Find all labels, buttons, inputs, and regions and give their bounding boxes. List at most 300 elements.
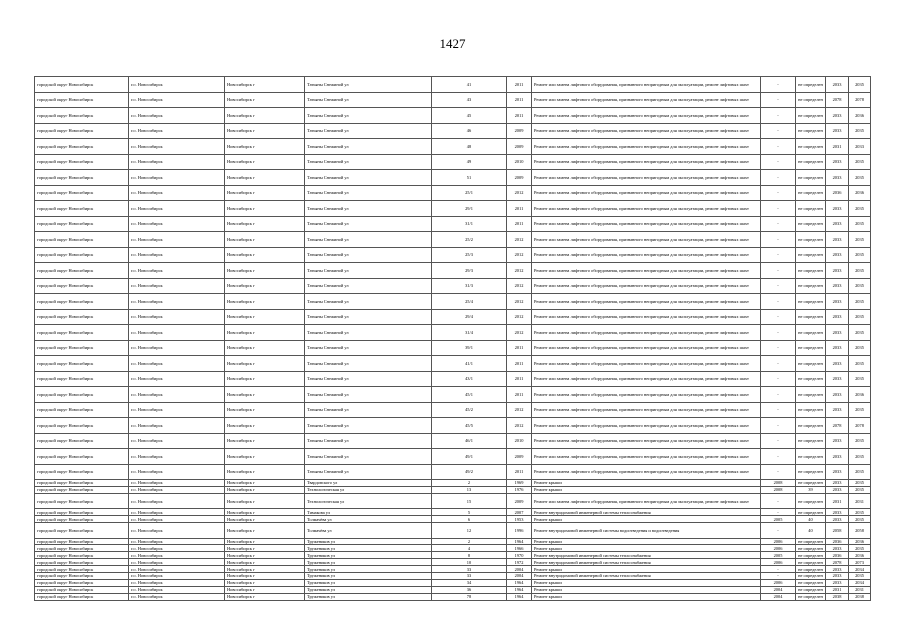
- cell-plan-year-to: 2035: [849, 294, 871, 310]
- cell-city: Новосибирск г: [225, 154, 305, 170]
- table-row: [35, 278, 871, 294]
- cell-settlement: г.о. Новосибирск: [129, 108, 225, 124]
- cell-work-type: Ремонт крыши: [532, 579, 761, 586]
- cell-plan-year-from: 2033: [826, 201, 849, 217]
- cell-plan-year-to: 2035: [849, 77, 871, 93]
- cell-settlement: г.о. Новосибирск: [129, 509, 225, 516]
- cell-street: Татьяны Снежиной ул: [305, 247, 432, 263]
- cell-last-repair-year: -: [761, 523, 796, 539]
- cell-house: 31/3: [432, 278, 507, 294]
- cell-house: 45: [432, 108, 507, 124]
- cell-plan-year-to: 2035: [849, 573, 871, 580]
- cell-house: 6: [432, 516, 507, 523]
- cell-plan-year-from: 2033: [826, 509, 849, 516]
- cell-year: 2012: [507, 247, 532, 263]
- cell-year: 2009: [507, 493, 532, 509]
- cell-plan-year-from: 2033: [826, 480, 849, 487]
- cell-city: Новосибирск г: [225, 566, 305, 573]
- cell-plan-year-from: 2033: [826, 154, 849, 170]
- cell-work-type: Ремонт внутридомовой инженерной системы теплоснабжения: [532, 559, 761, 566]
- table-row: [35, 418, 871, 434]
- cell-work-type: Ремонт или замена лифтового оборудования, признанного непригодным для эксплуатации, ремонт лифтовых шахт: [532, 278, 761, 294]
- cell-plan-year-from: 2033: [826, 402, 849, 418]
- cell-last-repair-year: 2008: [761, 486, 796, 493]
- cell-street: Тружеников ул: [305, 586, 432, 593]
- cell-settlement: г.о. Новосибирск: [129, 552, 225, 559]
- cell-wear-status: не определен: [796, 371, 826, 387]
- cell-last-repair-year: 2004: [761, 586, 796, 593]
- cell-plan-year-from: 2033: [826, 387, 849, 403]
- cell-year: 2010: [507, 433, 532, 449]
- cell-wear-status: не определен: [796, 493, 826, 509]
- cell-city: Новосибирск г: [225, 92, 305, 108]
- cell-house: 29/1: [432, 201, 507, 217]
- cell-city: Новосибирск г: [225, 433, 305, 449]
- cell-plan-year-from: 2033: [826, 247, 849, 263]
- cell-work-type: Ремонт или замена лифтового оборудования, признанного непригодным для эксплуатации, ремонт лифтовых шахт: [532, 294, 761, 310]
- cell-work-type: Ремонт или замена лифтового оборудования, признанного непригодным для эксплуатации, ремонт лифтовых шахт: [532, 139, 761, 155]
- table-row: [35, 579, 871, 586]
- cell-year: 2012: [507, 402, 532, 418]
- cell-street: Технологическая ул: [305, 493, 432, 509]
- cell-house: 29/3: [432, 263, 507, 279]
- cell-city: Новосибирск г: [225, 309, 305, 325]
- cell-house: 25/3: [432, 247, 507, 263]
- cell-street: Татьяны Снежиной ул: [305, 201, 432, 217]
- cell-last-repair-year: -: [761, 371, 796, 387]
- table-row: [35, 480, 871, 487]
- cell-house: 41/1: [432, 356, 507, 372]
- cell-street: Татьяны Снежиной ул: [305, 464, 432, 480]
- cell-city: Новосибирск г: [225, 356, 305, 372]
- cell-wear-status: не определен: [796, 247, 826, 263]
- cell-plan-year-from: 2033: [826, 356, 849, 372]
- cell-work-type: Ремонт или замена лифтового оборудования, признанного непригодным для эксплуатации, ремонт лифтовых шахт: [532, 92, 761, 108]
- cell-plan-year-from: 2078: [826, 559, 849, 566]
- cell-street: Татьяны Снежиной ул: [305, 402, 432, 418]
- cell-street: Татьяны Снежиной ул: [305, 154, 432, 170]
- cell-year: 2011: [507, 108, 532, 124]
- cell-plan-year-to: 2035: [849, 170, 871, 186]
- cell-street: Тружеников ул: [305, 545, 432, 552]
- table-row: [35, 170, 871, 186]
- cell-house: 25/2: [432, 232, 507, 248]
- cell-okrug: городской округ Новосибирск: [35, 201, 129, 217]
- cell-plan-year-to: 2036: [849, 538, 871, 545]
- cell-street: Татьяны Снежиной ул: [305, 325, 432, 341]
- table-row: [35, 493, 871, 509]
- cell-plan-year-to: 2035: [849, 232, 871, 248]
- cell-year: 1953: [507, 516, 532, 523]
- cell-last-repair-year: -: [761, 309, 796, 325]
- cell-city: Новосибирск г: [225, 77, 305, 93]
- cell-plan-year-to: 2038: [849, 593, 871, 600]
- cell-okrug: городской округ Новосибирск: [35, 538, 129, 545]
- cell-house: 78: [432, 593, 507, 600]
- cell-street: Татьяны Снежиной ул: [305, 340, 432, 356]
- cell-city: Новосибирск г: [225, 538, 305, 545]
- cell-work-type: Ремонт или замена лифтового оборудования, признанного непригодным для эксплуатации, ремонт лифтовых шахт: [532, 402, 761, 418]
- cell-okrug: городской округ Новосибирск: [35, 516, 129, 523]
- cell-plan-year-to: 2035: [849, 201, 871, 217]
- cell-last-repair-year: -: [761, 77, 796, 93]
- table-row: [35, 523, 871, 539]
- cell-year: 2004: [507, 573, 532, 580]
- cell-work-type: Ремонт или замена лифтового оборудования, признанного непригодным для эксплуатации, ремонт лифтовых шахт: [532, 232, 761, 248]
- cell-settlement: г.о. Новосибирск: [129, 232, 225, 248]
- cell-last-repair-year: -: [761, 573, 796, 580]
- cell-house: 33: [432, 566, 507, 573]
- cell-plan-year-to: 2035: [849, 309, 871, 325]
- cell-street: Татьяны Снежиной ул: [305, 309, 432, 325]
- cell-okrug: городской округ Новосибирск: [35, 509, 129, 516]
- cell-year: 2004: [507, 566, 532, 573]
- cell-settlement: г.о. Новосибирск: [129, 516, 225, 523]
- cell-city: Новосибирск г: [225, 185, 305, 201]
- cell-okrug: городской округ Новосибирск: [35, 139, 129, 155]
- cell-okrug: городской округ Новосибирск: [35, 593, 129, 600]
- cell-last-repair-year: 2006: [761, 559, 796, 566]
- cell-plan-year-from: 2033: [826, 486, 849, 493]
- cell-year: 1969: [507, 480, 532, 487]
- cell-city: Новосибирск г: [225, 486, 305, 493]
- cell-wear-status: не определен: [796, 340, 826, 356]
- cell-plan-year-from: 2033: [826, 464, 849, 480]
- cell-plan-year-from: 2033: [826, 340, 849, 356]
- cell-wear-status: не определен: [796, 464, 826, 480]
- cell-plan-year-from: 2078: [826, 92, 849, 108]
- cell-okrug: городской округ Новосибирск: [35, 123, 129, 139]
- cell-house: 31/1: [432, 216, 507, 232]
- cell-year: 1964: [507, 593, 532, 600]
- cell-plan-year-to: 2035: [849, 480, 871, 487]
- cell-plan-year-to: 2036: [849, 108, 871, 124]
- cell-plan-year-from: 2033: [826, 433, 849, 449]
- cell-plan-year-to: 2031: [849, 493, 871, 509]
- cell-house: 43: [432, 92, 507, 108]
- cell-settlement: г.о. Новосибирск: [129, 356, 225, 372]
- cell-okrug: городской округ Новосибирск: [35, 170, 129, 186]
- cell-plan-year-to: 2035: [849, 123, 871, 139]
- cell-wear-status: не определен: [796, 294, 826, 310]
- cell-street: Толмачёва ул: [305, 523, 432, 539]
- cell-work-type: Ремонт или замена лифтового оборудования, признанного непригодным для эксплуатации, ремонт лифтовых шахт: [532, 449, 761, 465]
- cell-house: 49: [432, 154, 507, 170]
- cell-work-type: Ремонт или замена лифтового оборудования, признанного непригодным для эксплуатации, ремонт лифтовых шахт: [532, 387, 761, 403]
- cell-plan-year-from: 2033: [826, 371, 849, 387]
- cell-settlement: г.о. Новосибирск: [129, 449, 225, 465]
- cell-house: 2: [432, 480, 507, 487]
- cell-plan-year-to: 2034: [849, 579, 871, 586]
- cell-okrug: городской округ Новосибирск: [35, 325, 129, 341]
- page-number: 1427: [439, 36, 466, 51]
- cell-okrug: городской округ Новосибирск: [35, 356, 129, 372]
- cell-plan-year-to: 2078: [849, 92, 871, 108]
- cell-settlement: г.о. Новосибирск: [129, 263, 225, 279]
- cell-plan-year-to: 2035: [849, 433, 871, 449]
- cell-year: 1970: [507, 552, 532, 559]
- cell-work-type: Ремонт внутридомовой инженерной системы теплоснабжения: [532, 573, 761, 580]
- cell-house: 34: [432, 579, 507, 586]
- cell-wear-status: не определен: [796, 579, 826, 586]
- cell-work-type: Ремонт или замена лифтового оборудования, признанного непригодным для эксплуатации, ремонт лифтовых шахт: [532, 464, 761, 480]
- table-row: [35, 449, 871, 465]
- cell-street: Тружеников ул: [305, 552, 432, 559]
- cell-last-repair-year: 2006: [761, 579, 796, 586]
- cell-work-type: Ремонт внутридомовой инженерной системы теплоснабжения: [532, 552, 761, 559]
- cell-year: 2012: [507, 232, 532, 248]
- cell-okrug: городской округ Новосибирск: [35, 449, 129, 465]
- cell-house: 5: [432, 509, 507, 516]
- cell-city: Новосибирск г: [225, 201, 305, 217]
- cell-year: 1966: [507, 545, 532, 552]
- cell-wear-status: 39: [796, 486, 826, 493]
- cell-settlement: г.о. Новосибирск: [129, 185, 225, 201]
- cell-plan-year-from: 2033: [826, 294, 849, 310]
- cell-wear-status: не определен: [796, 201, 826, 217]
- cell-last-repair-year: -: [761, 154, 796, 170]
- cell-settlement: г.о. Новосибирск: [129, 201, 225, 217]
- table-row: [35, 464, 871, 480]
- cell-plan-year-to: 2035: [849, 216, 871, 232]
- cell-house: 41: [432, 77, 507, 93]
- cell-year: 2012: [507, 263, 532, 279]
- cell-wear-status: не определен: [796, 433, 826, 449]
- cell-wear-status: не определен: [796, 586, 826, 593]
- cell-street: Татьяны Снежиной ул: [305, 92, 432, 108]
- table-row: [35, 123, 871, 139]
- table-row: [35, 371, 871, 387]
- cell-last-repair-year: -: [761, 325, 796, 341]
- cell-work-type: Ремонт или замена лифтового оборудования, признанного непригодным для эксплуатации, ремонт лифтовых шахт: [532, 108, 761, 124]
- cell-street: Татьяны Снежиной ул: [305, 170, 432, 186]
- cell-last-repair-year: -: [761, 278, 796, 294]
- cell-okrug: городской округ Новосибирск: [35, 486, 129, 493]
- cell-street: Татьяны Снежиной ул: [305, 216, 432, 232]
- cell-plan-year-from: 2033: [826, 170, 849, 186]
- cell-plan-year-to: 2036: [849, 387, 871, 403]
- cell-street: Тимакова ул: [305, 509, 432, 516]
- cell-wear-status: не определен: [796, 170, 826, 186]
- cell-street: Татьяны Снежиной ул: [305, 294, 432, 310]
- cell-wear-status: не определен: [796, 552, 826, 559]
- cell-city: Новосибирск г: [225, 108, 305, 124]
- cell-plan-year-to: 2035: [849, 154, 871, 170]
- cell-last-repair-year: -: [761, 387, 796, 403]
- cell-okrug: городской округ Новосибирск: [35, 263, 129, 279]
- cell-work-type: Ремонт или замена лифтового оборудования, признанного непригодным для эксплуатации, ремонт лифтовых шахт: [532, 247, 761, 263]
- cell-wear-status: не определен: [796, 278, 826, 294]
- cell-okrug: городской округ Новосибирск: [35, 232, 129, 248]
- cell-plan-year-from: 2031: [826, 139, 849, 155]
- cell-last-repair-year: -: [761, 449, 796, 465]
- cell-wear-status: не определен: [796, 77, 826, 93]
- cell-city: Новосибирск г: [225, 480, 305, 487]
- cell-settlement: г.о. Новосибирск: [129, 464, 225, 480]
- table-row: [35, 509, 871, 516]
- cell-work-type: Ремонт или замена лифтового оборудования, признанного непригодным для эксплуатации, ремонт лифтовых шахт: [532, 325, 761, 341]
- cell-okrug: городской округ Новосибирск: [35, 566, 129, 573]
- cell-year: 2011: [507, 92, 532, 108]
- cell-plan-year-to: 2035: [849, 402, 871, 418]
- table-row: [35, 538, 871, 545]
- cell-wear-status: не определен: [796, 387, 826, 403]
- cell-wear-status: не определен: [796, 356, 826, 372]
- cell-wear-status: не определен: [796, 309, 826, 325]
- cell-okrug: городской округ Новосибирск: [35, 493, 129, 509]
- cell-last-repair-year: -: [761, 433, 796, 449]
- cell-plan-year-to: 2036: [849, 185, 871, 201]
- cell-house: 36: [432, 586, 507, 593]
- cell-settlement: г.о. Новосибирск: [129, 559, 225, 566]
- cell-city: Новосибирск г: [225, 232, 305, 248]
- cell-wear-status: не определен: [796, 418, 826, 434]
- table-row: [35, 545, 871, 552]
- cell-work-type: Ремонт или замена лифтового оборудования, признанного непригодным для эксплуатации, ремонт лифтовых шахт: [532, 356, 761, 372]
- cell-settlement: г.о. Новосибирск: [129, 538, 225, 545]
- cell-year: 1976: [507, 486, 532, 493]
- cell-year: 2009: [507, 449, 532, 465]
- cell-plan-year-from: 2033: [826, 566, 849, 573]
- capital-repair-table: [34, 76, 871, 601]
- cell-year: 2011: [507, 356, 532, 372]
- cell-settlement: г.о. Новосибирск: [129, 480, 225, 487]
- cell-street: Татьяны Снежиной ул: [305, 278, 432, 294]
- cell-plan-year-from: 2031: [826, 493, 849, 509]
- cell-city: Новосибирск г: [225, 552, 305, 559]
- cell-settlement: г.о. Новосибирск: [129, 325, 225, 341]
- cell-plan-year-to: 2035: [849, 278, 871, 294]
- cell-wear-status: не определен: [796, 108, 826, 124]
- cell-work-type: Ремонт или замена лифтового оборудования, признанного непригодным для эксплуатации, ремонт лифтовых шахт: [532, 340, 761, 356]
- cell-house: 45/2: [432, 402, 507, 418]
- cell-year: 2012: [507, 278, 532, 294]
- cell-street: Татьяны Снежиной ул: [305, 185, 432, 201]
- cell-year: 2012: [507, 294, 532, 310]
- cell-plan-year-to: 2035: [849, 486, 871, 493]
- cell-wear-status: не определен: [796, 538, 826, 545]
- cell-plan-year-to: 2078: [849, 418, 871, 434]
- cell-wear-status: не определен: [796, 185, 826, 201]
- cell-street: Татьяны Снежиной ул: [305, 139, 432, 155]
- cell-street: Татьяны Снежиной ул: [305, 433, 432, 449]
- cell-last-repair-year: -: [761, 247, 796, 263]
- cell-house: 51: [432, 170, 507, 186]
- cell-plan-year-to: 2035: [849, 545, 871, 552]
- cell-street: Твардовского ул: [305, 480, 432, 487]
- cell-okrug: городской округ Новосибирск: [35, 309, 129, 325]
- cell-house: 46: [432, 123, 507, 139]
- cell-plan-year-to: 2035: [849, 516, 871, 523]
- cell-work-type: Ремонт крыши: [532, 593, 761, 600]
- cell-last-repair-year: -: [761, 108, 796, 124]
- cell-street: Тружеников ул: [305, 573, 432, 580]
- cell-last-repair-year: -: [761, 201, 796, 217]
- cell-year: 2012: [507, 418, 532, 434]
- cell-year: 2009: [507, 139, 532, 155]
- cell-house: 48: [432, 139, 507, 155]
- cell-settlement: г.о. Новосибирск: [129, 340, 225, 356]
- cell-city: Новосибирск г: [225, 387, 305, 403]
- cell-work-type: Ремонт или замена лифтового оборудования, признанного непригодным для эксплуатации, ремонт лифтовых шахт: [532, 77, 761, 93]
- cell-okrug: городской округ Новосибирск: [35, 586, 129, 593]
- cell-street: Татьяны Снежиной ул: [305, 449, 432, 465]
- cell-street: Тружеников ул: [305, 566, 432, 573]
- cell-house: 4: [432, 545, 507, 552]
- cell-wear-status: не определен: [796, 92, 826, 108]
- table-row: [35, 552, 871, 559]
- cell-wear-status: не определен: [796, 593, 826, 600]
- cell-wear-status: не определен: [796, 402, 826, 418]
- cell-house: 39/1: [432, 340, 507, 356]
- cell-last-repair-year: -: [761, 139, 796, 155]
- cell-year: 2011: [507, 340, 532, 356]
- cell-street: Тружеников ул: [305, 559, 432, 566]
- cell-last-repair-year: -: [761, 402, 796, 418]
- cell-wear-status: не определен: [796, 154, 826, 170]
- cell-settlement: г.о. Новосибирск: [129, 523, 225, 539]
- cell-plan-year-from: 2033: [826, 232, 849, 248]
- cell-settlement: г.о. Новосибирск: [129, 170, 225, 186]
- cell-year: 2007: [507, 509, 532, 516]
- cell-year: 1964: [507, 586, 532, 593]
- cell-wear-status: 40: [796, 516, 826, 523]
- cell-year: 2012: [507, 325, 532, 341]
- cell-plan-year-from: 2033: [826, 579, 849, 586]
- cell-work-type: Ремонт или замена лифтового оборудования, признанного непригодным для эксплуатации, ремонт лифтовых шахт: [532, 170, 761, 186]
- cell-city: Новосибирск г: [225, 559, 305, 566]
- cell-plan-year-to: 2073: [849, 559, 871, 566]
- cell-plan-year-from: 2036: [826, 538, 849, 545]
- cell-house: 8: [432, 552, 507, 559]
- cell-year: 2009: [507, 123, 532, 139]
- cell-city: Новосибирск г: [225, 216, 305, 232]
- cell-settlement: г.о. Новосибирск: [129, 294, 225, 310]
- cell-wear-status: не определен: [796, 573, 826, 580]
- cell-city: Новосибирск г: [225, 573, 305, 580]
- cell-settlement: г.о. Новосибирск: [129, 309, 225, 325]
- cell-house: 25/1: [432, 185, 507, 201]
- cell-last-repair-year: 2006: [761, 545, 796, 552]
- cell-house: 12: [432, 523, 507, 539]
- cell-wear-status: 40: [796, 523, 826, 539]
- cell-plan-year-from: 2033: [826, 449, 849, 465]
- cell-settlement: г.о. Новосибирск: [129, 77, 225, 93]
- cell-city: Новосибирск г: [225, 340, 305, 356]
- table-row: [35, 559, 871, 566]
- cell-plan-year-from: 2033: [826, 216, 849, 232]
- cell-plan-year-from: 2033: [826, 263, 849, 279]
- cell-street: Татьяны Снежиной ул: [305, 123, 432, 139]
- cell-okrug: городской округ Новосибирск: [35, 387, 129, 403]
- cell-city: Новосибирск г: [225, 278, 305, 294]
- cell-city: Новосибирск г: [225, 402, 305, 418]
- cell-settlement: г.о. Новосибирск: [129, 593, 225, 600]
- cell-city: Новосибирск г: [225, 247, 305, 263]
- cell-work-type: Ремонт крыши: [532, 545, 761, 552]
- cell-plan-year-from: 2033: [826, 573, 849, 580]
- cell-okrug: городской округ Новосибирск: [35, 433, 129, 449]
- cell-city: Новосибирск г: [225, 545, 305, 552]
- cell-city: Новосибирск г: [225, 509, 305, 516]
- cell-last-repair-year: -: [761, 356, 796, 372]
- cell-last-repair-year: -: [761, 464, 796, 480]
- cell-wear-status: не определен: [796, 139, 826, 155]
- cell-last-repair-year: -: [761, 493, 796, 509]
- cell-plan-year-from: 2038: [826, 593, 849, 600]
- cell-last-repair-year: -: [761, 185, 796, 201]
- cell-work-type: Ремонт или замена лифтового оборудования, признанного непригодным для эксплуатации, ремонт лифтовых шахт: [532, 201, 761, 217]
